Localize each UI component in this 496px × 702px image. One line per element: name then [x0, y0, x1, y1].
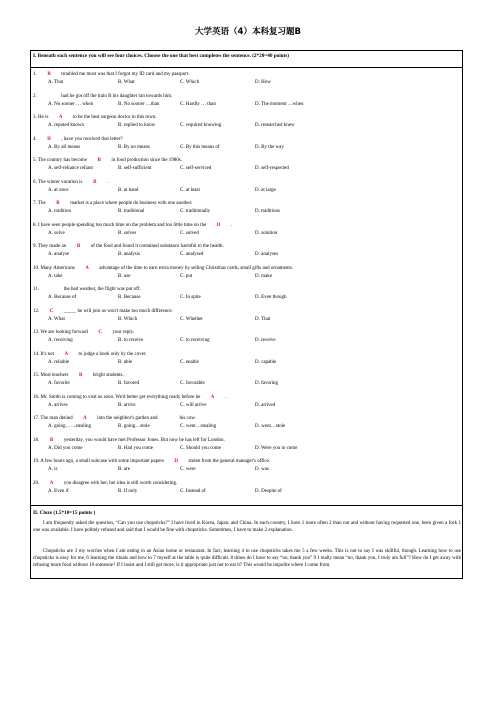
question-18 — [33, 438, 463, 444]
question-prefix: 14. It's not — [33, 351, 56, 357]
option-b: B. use — [118, 273, 131, 279]
answer-mark: A — [210, 394, 215, 400]
question-16 — [33, 395, 463, 401]
question-stem-tail: his cow. — [179, 416, 196, 421]
question-13 — [33, 330, 463, 336]
option-c: C. favorable — [180, 381, 205, 386]
question-prefix: 5. The country has become — [33, 158, 89, 163]
option-c: C. were — [180, 467, 196, 472]
option-d: D. solution — [255, 230, 278, 236]
option-b: B. going…stole — [118, 424, 150, 429]
question-prefix: 9. They made an — [33, 244, 68, 249]
question-stem: troubled me most was that I forgot my ID card and my passport. — [60, 72, 190, 77]
option-c: C. required knowing — [180, 123, 222, 128]
answer-mark: B — [47, 72, 51, 77]
question-9 — [33, 244, 463, 250]
part2-header: II. Cloze (1.5*10=15 points ) — [33, 510, 96, 516]
option-a: A. tradition — [48, 209, 72, 214]
option-b: B. Had you come — [118, 445, 153, 451]
option-b: B. solves — [118, 230, 137, 236]
question-prefix: 12. — [33, 308, 41, 314]
option-a: A. at once — [48, 187, 69, 193]
question-stem: _____ he will join us won't make too much difference. — [62, 308, 173, 314]
option-b: B. No sooner …than — [118, 101, 160, 107]
option-a: A. Because of — [48, 295, 77, 300]
question-17 — [33, 416, 463, 422]
option-c: C. at least — [180, 187, 200, 193]
option-d: D. make — [255, 273, 272, 279]
option-c: C. Which — [180, 80, 200, 85]
option-a: A. What — [48, 316, 65, 322]
option-a: A. going……stealing — [48, 424, 92, 429]
question-stem: into the neighbor's garden and — [95, 416, 158, 421]
question-prefix: 15. Most teachers — [33, 373, 70, 378]
answer-mark: A — [64, 351, 69, 357]
answer-mark: B — [97, 158, 101, 163]
question-prefix: 4. — [33, 136, 38, 142]
option-d: D. By the way — [255, 144, 284, 150]
question-prefix: 11. — [33, 287, 41, 292]
answer-mark: D — [47, 136, 51, 142]
question-12 — [33, 309, 463, 315]
question-prefix: 1. — [33, 72, 38, 77]
option-c: C. self-serviced — [180, 166, 212, 171]
option-b: B. traditional — [118, 209, 145, 214]
option-d: D. That — [255, 316, 271, 322]
question-stem: . — [229, 222, 233, 228]
answer-mark: B — [93, 179, 97, 185]
option-d: D. at large — [255, 187, 276, 193]
answer-mark: A — [85, 265, 89, 271]
option-d: D. arrived — [255, 402, 276, 408]
option-b: B. to receive — [118, 338, 144, 343]
question-prefix: 19. A few hours ago, a small suitcase with some important papers — [33, 459, 166, 464]
option-c: C. analysed — [180, 252, 204, 257]
question-stem: bright students. — [91, 373, 124, 378]
question-8 — [33, 223, 463, 229]
option-a: A. reputed known — [48, 123, 84, 128]
option-c: C. Instead of — [180, 488, 206, 494]
option-c: C. By this means of — [180, 144, 220, 150]
question-stem: market is a place where people do business with one another. — [68, 201, 193, 206]
question-4 — [33, 137, 463, 143]
question-prefix: 17. The man denied — [33, 416, 74, 421]
option-b: B. able — [118, 359, 133, 365]
question-prefix: 3. He is — [33, 115, 50, 120]
option-b: B. If only — [118, 488, 138, 494]
question-prefix: 2. — [33, 93, 38, 99]
option-a: A. receiving — [48, 338, 73, 343]
option-c: C. went…stealing — [180, 424, 217, 429]
option-d: D. receive — [255, 338, 276, 343]
option-d: D. researched knew — [255, 123, 295, 128]
question-19 — [33, 459, 463, 465]
answer-mark: A — [58, 115, 63, 120]
option-a: A. solve — [48, 230, 65, 236]
option-c: C. put — [180, 273, 193, 279]
answer-mark: D — [174, 459, 179, 464]
option-a: A. Even if — [48, 488, 69, 494]
question-stem: had he got off the train B his daughter ran towards him. — [60, 93, 173, 99]
header-divider — [31, 67, 462, 68]
option-a: A. By all means — [48, 144, 81, 150]
option-d: D. was — [255, 467, 269, 472]
option-c: C. solved — [180, 230, 199, 236]
answer-mark: B — [79, 373, 83, 378]
option-b: B. Because — [118, 295, 141, 300]
option-d: D. Even though — [255, 295, 287, 300]
option-a: A. No sooner … when — [48, 101, 94, 107]
option-d: D. went…stole — [255, 424, 286, 429]
option-c: C. enable — [180, 359, 199, 365]
answer-mark: D — [216, 222, 221, 228]
option-b: B. What — [118, 80, 135, 85]
question-prefix: 16. Mr. Smith is coming to visit us soon. We'd better get everything ready before he — [33, 394, 202, 400]
option-a: A. favorite — [48, 381, 70, 386]
question-prefix: 10. Many Americans — [33, 265, 77, 271]
question-prefix: 18. — [33, 437, 41, 443]
question-stem: . — [105, 179, 109, 185]
option-b: B. favored — [118, 381, 140, 386]
option-c: C. to receiving — [180, 338, 210, 343]
option-a: A. is — [48, 467, 58, 472]
part1-header: I. Beneath each sentence you will see four choices. Choose the one that best completes the sentence. (2*20=40 points) — [33, 53, 290, 59]
question-1 — [33, 72, 463, 78]
option-a: A. That — [48, 80, 64, 85]
question-stem: , have you received that letter? — [60, 136, 123, 142]
option-d: D. self-respected — [255, 166, 289, 171]
option-d: D. capable — [255, 359, 277, 365]
section-divider — [31, 505, 462, 506]
question-prefix: 7. The — [33, 201, 47, 206]
question-stem: yesterday, you would have met Professor Jones. But now he has left for London. — [62, 437, 225, 443]
option-b: B. replied to know — [118, 123, 156, 128]
question-stem: in food production since the 1980s. — [110, 158, 182, 163]
answer-mark: C — [49, 308, 54, 314]
option-d: D. favoring — [255, 381, 279, 386]
question-3 — [33, 115, 463, 121]
option-a: A. reliable — [48, 359, 70, 365]
option-c: C. will arrive — [180, 402, 207, 408]
question-10 — [33, 266, 463, 272]
question-stem: you disagree with her, her idea is still worth considering. — [62, 480, 178, 486]
option-c: C. traditionally — [180, 209, 211, 214]
answer-mark: B — [76, 244, 81, 249]
option-b: B. By no means — [118, 144, 150, 150]
question-stem: of the food and found it contained substance harmful to the health. — [89, 244, 224, 249]
question-box — [30, 50, 463, 579]
cloze-paragraph-1: I am frequently asked the question, “Can you use chopsticks?” I have lived in Korea, Japan, and China. In each country, I have 1 more often 2 than not and without having requested one, been given a fork 1 one was available. I have politely refused and said that I would be fine with chopsticks. Sometimes, I have to make 2 explanation. — [33, 521, 461, 534]
question-14 — [33, 352, 463, 358]
option-b: B. are — [118, 467, 130, 472]
question-7 — [33, 201, 463, 207]
option-b: B. Which — [118, 316, 138, 322]
option-d: D. The moment …when — [255, 101, 304, 107]
cloze-paragraph-2: Chopsticks are 3 my worries when I am eating in an Asian home or restaurant. In fact, learning 4 to use chopsticks takes me 5 a few weeks. This is not to say I was skillful, though. Learning how to use chopsticks is easy for me, 6 learning the rituals and how to 7 myself at the table is quite difficult. 8 times do I have to say “no, thank you” 9 I really mean “no, thank you, I truly am full”? How do I get away with refusing more food without 10 someone? If I insist and I still get more, is it appropriate just not to eat it? This would be impolite where I come from. — [33, 549, 461, 569]
question-stem: advantage of the time to earn extra money by selling Christmas cards, small gifts and ornaments. — [98, 265, 293, 271]
option-a: A. analyse — [48, 252, 70, 257]
answer-mark: B — [56, 201, 60, 206]
question-2 — [33, 94, 463, 100]
option-d: D. Despite of — [255, 488, 282, 494]
question-stem: to judge a book only by the cover. — [77, 351, 147, 357]
option-c: C. Whether — [180, 316, 203, 322]
option-d: D. Were you to come — [255, 445, 298, 451]
question-6 — [33, 180, 463, 186]
option-b: B. arrive — [118, 402, 136, 408]
question-stem: . — [223, 394, 227, 400]
page-title: 大学英语（4）本科复习题B — [195, 27, 301, 37]
question-prefix: 8. I have seen people spending too much time on the problem and too little time on the — [33, 222, 208, 228]
question-prefix: 6. The winter vacation is — [33, 179, 84, 185]
option-c: C. Should you come — [180, 445, 221, 451]
answer-mark: A — [49, 480, 54, 486]
answer-mark: B — [49, 437, 54, 443]
question-stem: to be the best surgeon doctor in this town. — [71, 115, 157, 120]
answer-mark: A — [83, 416, 87, 421]
option-b: B. analysis — [118, 252, 140, 257]
option-d: D. traditions — [255, 209, 280, 214]
option-c: C. In spite — [180, 295, 201, 300]
option-a: A. take — [48, 273, 63, 279]
option-a: A. Did you come — [48, 445, 83, 451]
question-stem: stolen from the general manager's office. — [187, 459, 271, 464]
question-11 — [33, 287, 463, 293]
option-d: D. analyses — [255, 252, 279, 257]
question-prefix: 20. — [33, 480, 41, 486]
option-c: C. Hardly … than — [180, 101, 216, 107]
option-a: A. arrives — [48, 402, 68, 408]
option-b: B. self-sufficient — [118, 166, 152, 171]
answer-mark: C — [98, 330, 102, 335]
option-d: D. How — [255, 80, 271, 85]
option-b: B. at hand — [118, 187, 139, 193]
option-a: A. self-reliance reliant — [48, 166, 93, 171]
question-20 — [33, 481, 463, 487]
question-stem: the bad weather, the flight was put off. — [62, 287, 141, 292]
question-prefix: 13. We are looking forward — [33, 330, 90, 335]
question-5 — [33, 158, 463, 164]
question-stem: your reply. — [111, 330, 135, 335]
question-15 — [33, 373, 463, 379]
